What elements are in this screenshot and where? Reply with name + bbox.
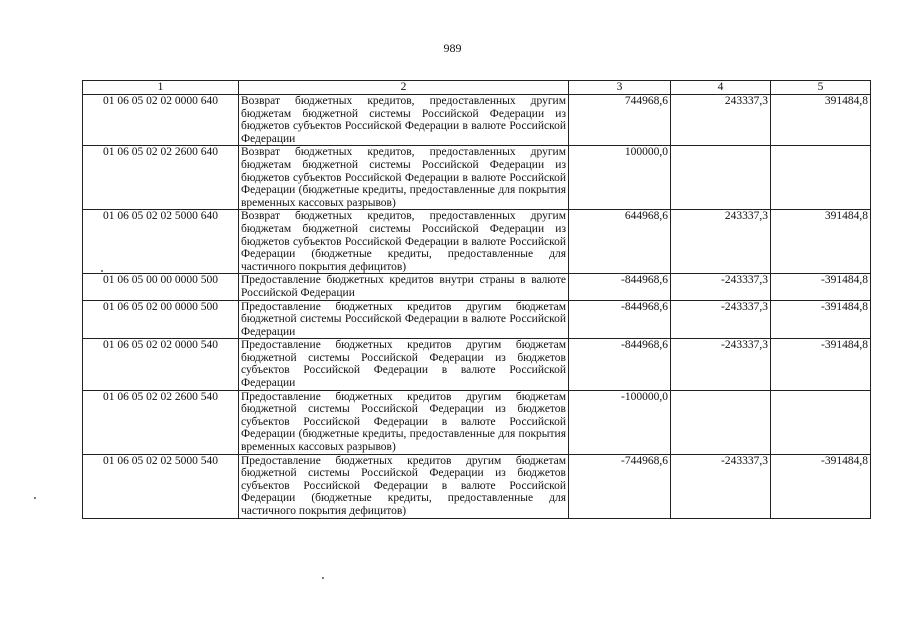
value-col3: -844968,6	[569, 274, 671, 300]
budget-table	[82, 80, 871, 519]
value-col3: -744968,6	[569, 454, 671, 518]
scan-speck	[34, 497, 36, 499]
table-row	[83, 95, 871, 146]
value-col5: 391484,8	[771, 95, 871, 146]
column-header: 4	[671, 81, 771, 95]
column-header: 3	[569, 81, 671, 95]
budget-code: 01 06 05 02 02 0000 540	[83, 339, 239, 390]
column-header: 1	[83, 81, 239, 95]
table-header-row	[83, 81, 871, 95]
table-row	[83, 454, 871, 518]
budget-code: 01 06 05 00 00 0000 500	[83, 274, 239, 300]
table-row	[83, 274, 871, 300]
value-col4: -243337,3	[671, 300, 771, 339]
value-col4: -243337,3	[671, 454, 771, 518]
page-number: 989	[443, 41, 462, 55]
budget-code: 01 06 05 02 02 5000 540	[83, 454, 239, 518]
table-row	[83, 210, 871, 274]
column-header: 5	[771, 81, 871, 95]
value-col5: -391484,8	[771, 454, 871, 518]
value-col3: 644968,6	[569, 210, 671, 274]
value-col5	[771, 390, 871, 454]
budget-code: 01 06 05 02 02 5000 640	[83, 210, 239, 274]
row-description: Предоставление бюджетных кредитов внутри страны в валюте Российской Федерации	[239, 274, 569, 300]
row-description: Возврат бюджетных кредитов, предоставленных другим бюджетам бюджетной системы Российской Федерации из бюджетов субъектов Российской Федерации в валюте Российской Федерации	[239, 95, 569, 146]
budget-code: 01 06 05 02 00 0000 500	[83, 300, 239, 339]
budget-code: 01 06 05 02 02 2600 540	[83, 390, 239, 454]
value-col5: -391484,8	[771, 300, 871, 339]
value-col3: -844968,6	[569, 300, 671, 339]
table-row	[83, 300, 871, 339]
value-col3: 100000,0	[569, 146, 671, 210]
row-description: Предоставление бюджетных кредитов другим бюджетам бюджетной системы Российской Федерации из бюджетов субъектов Российской Федерации в валюте Российской Федерации (бюджетные кредиты, предоставленные для частичного покрытия дефицитов)	[239, 454, 569, 518]
scan-speck	[322, 577, 324, 579]
value-col4: -243337,3	[671, 339, 771, 390]
budget-code: 01 06 05 02 02 0000 640	[83, 95, 239, 146]
row-description: Предоставление бюджетных кредитов другим бюджетам бюджетной системы Российской Федерации из бюджетов субъектов Российской Федерации в валюте Российской Федерации	[239, 339, 569, 390]
table-row	[83, 146, 871, 210]
value-col3: 744968,6	[569, 95, 671, 146]
value-col4: -243337,3	[671, 274, 771, 300]
row-description: Предоставление бюджетных кредитов другим бюджетам бюджетной системы Российской Федерации из бюджетов субъектов Российской Федерации в валюте Российской Федерации (бюджетные кредиты, предоставленные для покрытия временных кассовых разрывов)	[239, 390, 569, 454]
value-col3: -844968,6	[569, 339, 671, 390]
column-header: 2	[239, 81, 569, 95]
row-description: Предоставление бюджетных кредитов другим бюджетам бюджетной системы Российской Федерации в валюте Российской Федерации	[239, 300, 569, 339]
budget-code: 01 06 05 02 02 2600 640	[83, 146, 239, 210]
table-row	[83, 339, 871, 390]
value-col5: -391484,8	[771, 274, 871, 300]
table-row	[83, 390, 871, 454]
scan-speck	[101, 270, 103, 272]
value-col5	[771, 146, 871, 210]
value-col4	[671, 390, 771, 454]
row-description: Возврат бюджетных кредитов, предоставленных другим бюджетам бюджетной системы Российской Федерации из бюджетов субъектов Российской Федерации в валюте Российской Федерации (бюджетные кредиты, предоставленные для покрытия временных кассовых разрывов)	[239, 146, 569, 210]
value-col5: -391484,8	[771, 339, 871, 390]
value-col5: 391484,8	[771, 210, 871, 274]
row-description: Возврат бюджетных кредитов, предоставленных другим бюджетам бюджетной системы Российской Федерации из бюджетов субъектов Российской Федерации в валюте Российской Федерации (бюджетные кредиты, предоставленные для частичного покрытия дефицитов)	[239, 210, 569, 274]
value-col4	[671, 146, 771, 210]
value-col4: 243337,3	[671, 95, 771, 146]
value-col4: 243337,3	[671, 210, 771, 274]
value-col3: -100000,0	[569, 390, 671, 454]
